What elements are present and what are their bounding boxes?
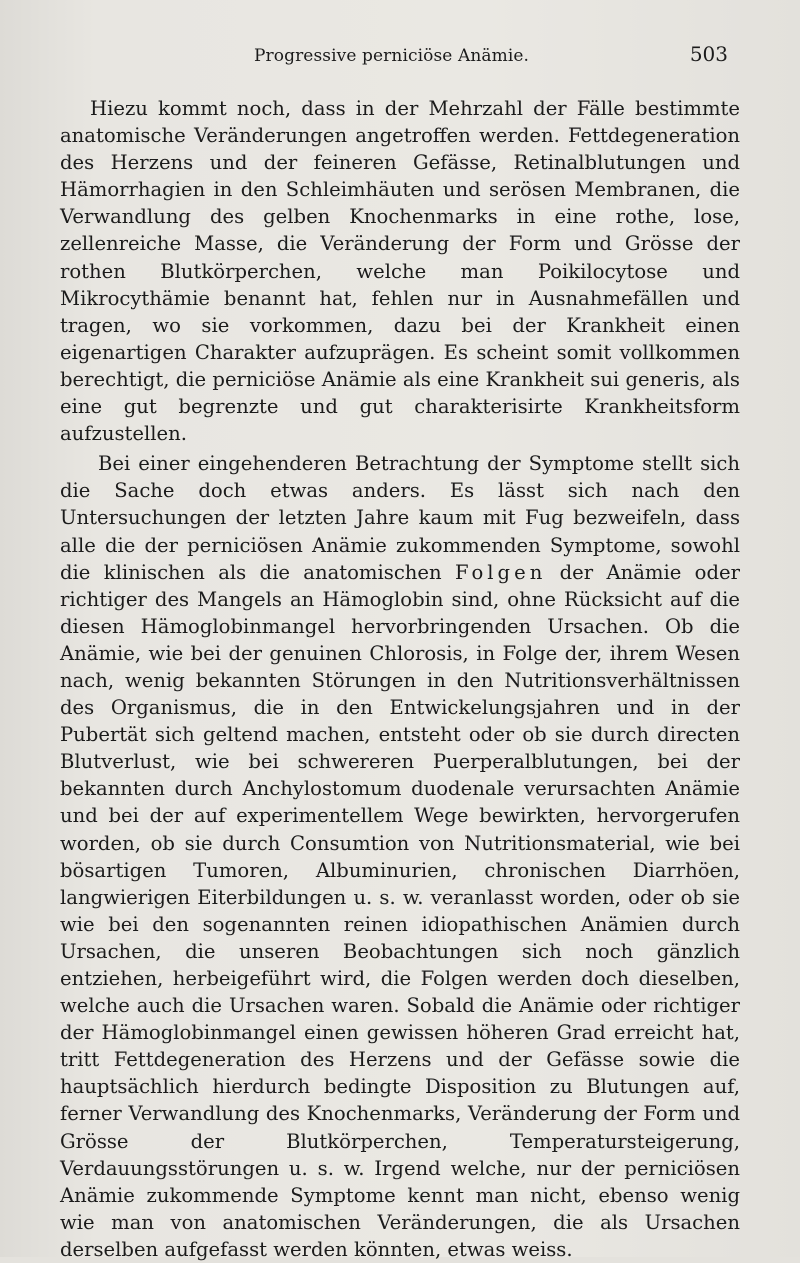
paragraph-2-text-before: Bei einer eingehenderen Betrachtung der Symptome stellt sich die Sache doch etwas anders. Es lässt sich nach den Untersuchungen der letzten Jahre kaum mit Fug bezweifeln, dass alle die der perniciösen Anämie zukommenden Symptome, sowohl die klinischen als die anatomischen <box>60 452 740 584</box>
paragraph-1: Hiezu kommt noch, dass in der Mehrzahl der Fälle bestimmte anatomische Veränderungen angetroffen werden. Fettdegeneration des Herzens und der feineren Gefässe, Retinalblutungen und Hämorrhagien in den Schleimhäuten und serösen Membranen, die Verwandlung des gelben Knochenmarks in eine rothe, lose, zellenreiche Masse, die Veränderung der Form und Grösse der rothen Blutkörperchen, welche man Poikilocytose und Mikrocythämie benannt hat, fehlen nur in Ausnahmefällen und tragen, wo sie vorkommen, dazu bei der Krankheit einen eigenartigen Charakter aufzuprägen. Es scheint somit vollkommen berechtigt, die perniciöse Anämie als eine Krankheit sui generis, als eine gut begrenzte und gut charakterisirte Krankheitsform aufzustellen. <box>60 97 740 446</box>
paragraph-2 <box>60 450 740 1263</box>
paragraph-2-text-after: der Anämie oder richtiger des Mangels an Hämoglobin sind, ohne Rücksicht auf die diesen Hämoglobinmangel hervorbringenden Ursachen. Ob die Anämie, wie bei der genuinen Chlorosis, in Folge der, ihrem Wesen nach, wenig bekannten Störungen in den Nutritionsverhältnissen des Organismus, die in den Entwickelungsjahren und in der Pubertät sich geltend machen, entsteht oder ob sie durch directen Blutverlust, wie bei schwereren Puerperalblutungen, bei der bekannten durch Anchylostomum duodenale verursachten Anämie und bei der auf experimentellem Wege bewirkten, hervorgerufen worden, ob sie durch Consumtion von Nutritionsmaterial, wie bei bösartigen Tumoren, Albuminurien, chronischen Diarrhöen, langwierigen Eiterbildungen u. s. w. veranlasst worden, oder ob sie wie bei den sogenannten reinen idiopathischen Anämien durch Ursachen, die unseren Beobachtungen sich noch gänzlich entziehen, herbeigeführt wird, die Folgen werden doch dieselben, welche auch die Ursachen waren. Sobald die Anämie oder richtiger der Hämoglobinmangel einen gewissen höheren Grad erreicht hat, tritt Fettdegeneration des Herzens und der Gefässe sowie die hauptsächlich hierdurch bedingte Disposition zu Blutungen auf, ferner Verwandlung des Knochenmarks, Veränderung der Form und Grösse der Blutkörperchen, Temperatursteigerung, Verdauungsstörungen u. s. w. Irgend welche, nur der perniciösen Anämie zukommende Symptome kennt man nicht, ebenso wenig wie man von anatomischen Veränderungen, die als Ursachen derselben aufgefasst werden könnten, etwas weiss. <box>60 560 740 1261</box>
page-header <box>62 44 728 74</box>
emphasized-word: Folgen <box>454 560 547 584</box>
body-text <box>60 95 740 1263</box>
running-title: Progressive perniciöse Anämie. <box>254 46 530 66</box>
page-number: 503 <box>689 42 728 66</box>
